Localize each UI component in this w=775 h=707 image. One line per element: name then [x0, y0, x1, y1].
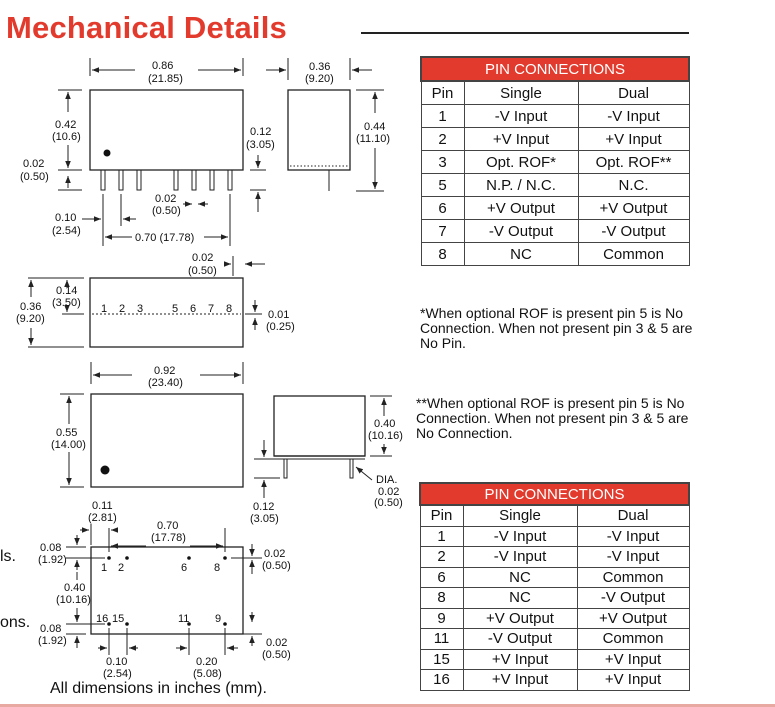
dim-label: (3.05)	[246, 139, 275, 151]
dim-label: 0.02	[378, 486, 400, 498]
pin-label: 11	[178, 613, 190, 625]
dim-label: 0.02	[264, 548, 286, 560]
pin-label: 1	[101, 303, 108, 315]
table-cell: -V Input	[463, 526, 577, 547]
table-cell: +V Input	[464, 128, 578, 151]
dim-label: 0.40	[374, 418, 396, 430]
table-cell: 16	[420, 670, 463, 691]
column-header: Single	[463, 505, 577, 526]
dim-label: 0.02	[155, 193, 177, 205]
table-row	[420, 526, 689, 547]
table-cell: 8	[421, 243, 464, 266]
dim-label: 0.02	[192, 252, 214, 264]
pin-label: 2	[118, 562, 125, 574]
dim-label: (21.85)	[148, 73, 183, 85]
table-cell: 6	[420, 567, 463, 588]
dim-label: (2.81)	[88, 512, 117, 524]
dim-label: (2.54)	[103, 668, 132, 680]
rof-note-dual: **When optional ROF is present pin 5 is No Connection. When not present pin 3 & 5 are No Connection.	[416, 395, 689, 441]
table-cell: 1	[420, 526, 463, 547]
table-cell: 7	[421, 220, 464, 243]
rof-note-single: *When optional ROF is present pin 5 is No Connection. When not present pin 3 & 5 are No Pin.	[420, 305, 693, 351]
table-cell: +V Output	[577, 608, 689, 629]
table-cell: NC	[464, 243, 578, 266]
column-header: Dual	[578, 81, 689, 105]
sip-body	[90, 90, 243, 170]
pin1-marker	[104, 150, 111, 157]
dim-label: (0.50)	[262, 649, 291, 661]
column-header: Pin	[421, 81, 464, 105]
top-view-sip	[16, 252, 295, 347]
dim-label: (10.16)	[56, 594, 91, 606]
column-header: Single	[464, 81, 578, 105]
table-cell: Common	[578, 243, 689, 266]
table-cell: Opt. ROF*	[464, 151, 578, 174]
table-row	[421, 197, 689, 220]
table-row	[420, 588, 689, 609]
table-header: PIN CONNECTIONS	[420, 483, 689, 505]
pin-connections-table-dip	[419, 482, 690, 691]
pin-label: 7	[208, 303, 215, 315]
table-cell: -V Input	[463, 547, 577, 568]
table-cell: N.C.	[578, 174, 689, 197]
table-cell: -V Output	[464, 220, 578, 243]
table-cell: N.P. / N.C.	[464, 174, 578, 197]
dim-label: (0.50)	[374, 497, 403, 509]
dim-label: (1.92)	[38, 554, 67, 566]
table-cell: -V Output	[578, 220, 689, 243]
dim-label: 0.08	[40, 623, 62, 635]
dim-label: (5.08)	[193, 668, 222, 680]
pin-label: 15	[112, 613, 125, 625]
table-cell: 2	[420, 547, 463, 568]
table-row	[421, 128, 689, 151]
table-row	[421, 174, 689, 197]
dim-label: 0.12	[253, 501, 275, 513]
table-cell: -V Output	[463, 629, 577, 650]
column-header: Dual	[577, 505, 689, 526]
table-row	[420, 608, 689, 629]
table-cell: 8	[420, 588, 463, 609]
dim-label: 0.20	[196, 656, 218, 668]
dim-label: (9.20)	[305, 73, 334, 85]
dim-label: (3.05)	[250, 513, 279, 525]
dim-label: 0.02	[266, 637, 288, 649]
dim-label: (17.78)	[151, 532, 186, 544]
table-cell: +V Output	[463, 608, 577, 629]
side-view-dip	[250, 396, 403, 525]
column-header: Pin	[420, 505, 463, 526]
table-cell: Common	[577, 567, 689, 588]
pin-label: 8	[214, 562, 221, 574]
table-cell: 6	[421, 197, 464, 220]
dim-label: 0.12	[250, 126, 272, 138]
dim-label: (0.50)	[262, 560, 291, 572]
table-row	[420, 670, 689, 691]
table-row	[421, 243, 689, 266]
table-cell: +V Input	[577, 649, 689, 670]
page-title: Mechanical Details	[6, 10, 287, 45]
pin-label: 8	[226, 303, 233, 315]
table-cell: -V Output	[577, 588, 689, 609]
dim-label: (14.00)	[51, 439, 86, 451]
table-cell: Opt. ROF**	[578, 151, 689, 174]
dim-label: 0.44	[364, 121, 386, 133]
table-row	[420, 547, 689, 568]
pin-label: 1	[101, 562, 108, 574]
table-cell: 3	[421, 151, 464, 174]
pin-label: 9	[215, 613, 222, 625]
dim-label: (0.50)	[188, 265, 217, 277]
pin-label: 16	[96, 613, 109, 625]
dim-label: (0.50)	[20, 171, 49, 183]
pin-label: 3	[137, 303, 144, 315]
dim-label: (3.50)	[52, 297, 81, 309]
dim-label: 0.40	[64, 582, 86, 594]
table-cell: 1	[421, 105, 464, 128]
dim-label: 0.70	[157, 520, 179, 532]
front-view-dip	[51, 362, 243, 487]
table-row	[420, 649, 689, 670]
dim-label: (1.92)	[38, 635, 67, 647]
clipped-text: ls.	[0, 548, 16, 565]
dim-label: (0.50)	[152, 205, 181, 217]
pin-label: 6	[181, 562, 188, 574]
table-cell: 9	[420, 608, 463, 629]
dim-label: 0.36	[309, 61, 331, 73]
table-cell: +V Input	[577, 670, 689, 691]
dim-label: (10.16)	[368, 430, 403, 442]
table-cell: 5	[421, 174, 464, 197]
table-cell: -V Input	[578, 105, 689, 128]
dim-label: 0.11	[92, 500, 113, 512]
dim-label: (9.20)	[16, 313, 45, 325]
table-cell: 15	[420, 649, 463, 670]
dim-label: (11.10)	[356, 133, 391, 145]
table-cell: +V Input	[463, 649, 577, 670]
table-header: PIN CONNECTIONS	[421, 57, 689, 81]
table-cell: +V Input	[578, 128, 689, 151]
pin-label: 5	[172, 303, 179, 315]
dim-label: 0.36	[20, 301, 42, 313]
pin1-marker	[101, 466, 110, 475]
dim-label: (10.6)	[52, 131, 81, 143]
table-cell: NC	[463, 567, 577, 588]
dim-label: DIA.	[376, 474, 398, 486]
dim-label: (0.25)	[266, 321, 295, 333]
pin-connections-table-sip	[420, 56, 690, 266]
dim-label: (23.40)	[148, 377, 183, 389]
table-row	[421, 105, 689, 128]
dim-label: (2.54)	[52, 225, 81, 237]
pin-label: 2	[119, 303, 126, 315]
table-cell: NC	[463, 588, 577, 609]
side-view-sip	[266, 58, 390, 191]
table-cell: 2	[421, 128, 464, 151]
dim-label: 0.70 (17.78)	[135, 232, 195, 244]
table-cell: -V Input	[464, 105, 578, 128]
table-cell: Common	[577, 629, 689, 650]
dim-label: 0.86	[152, 60, 174, 72]
dimensions-footnote: All dimensions in inches (mm).	[50, 680, 267, 697]
table-cell: +V Output	[578, 197, 689, 220]
table-cell: +V Output	[464, 197, 578, 220]
table-row	[420, 629, 689, 650]
table-cell: 11	[420, 629, 463, 650]
dim-label: 0.42	[55, 119, 77, 131]
table-cell: +V Input	[463, 670, 577, 691]
dim-label: 0.10	[106, 656, 128, 668]
table-row	[420, 567, 689, 588]
table-cell: -V Input	[577, 526, 689, 547]
dim-label: 0.92	[154, 365, 176, 377]
table-row	[421, 151, 689, 174]
pin-label: 6	[190, 303, 197, 315]
table-cell: -V Input	[577, 547, 689, 568]
sip-pins	[101, 170, 232, 190]
dim-label: 0.01	[268, 309, 290, 321]
dim-label: 0.14	[56, 285, 78, 297]
table-row	[421, 220, 689, 243]
dim-label: 0.02	[23, 158, 45, 170]
clipped-text: ons.	[0, 614, 31, 631]
front-view-sip	[20, 58, 275, 246]
footprint-dip	[38, 500, 291, 680]
dim-label: 0.08	[40, 542, 62, 554]
dim-label: 0.10	[55, 212, 77, 224]
dim-label: 0.55	[56, 427, 78, 439]
